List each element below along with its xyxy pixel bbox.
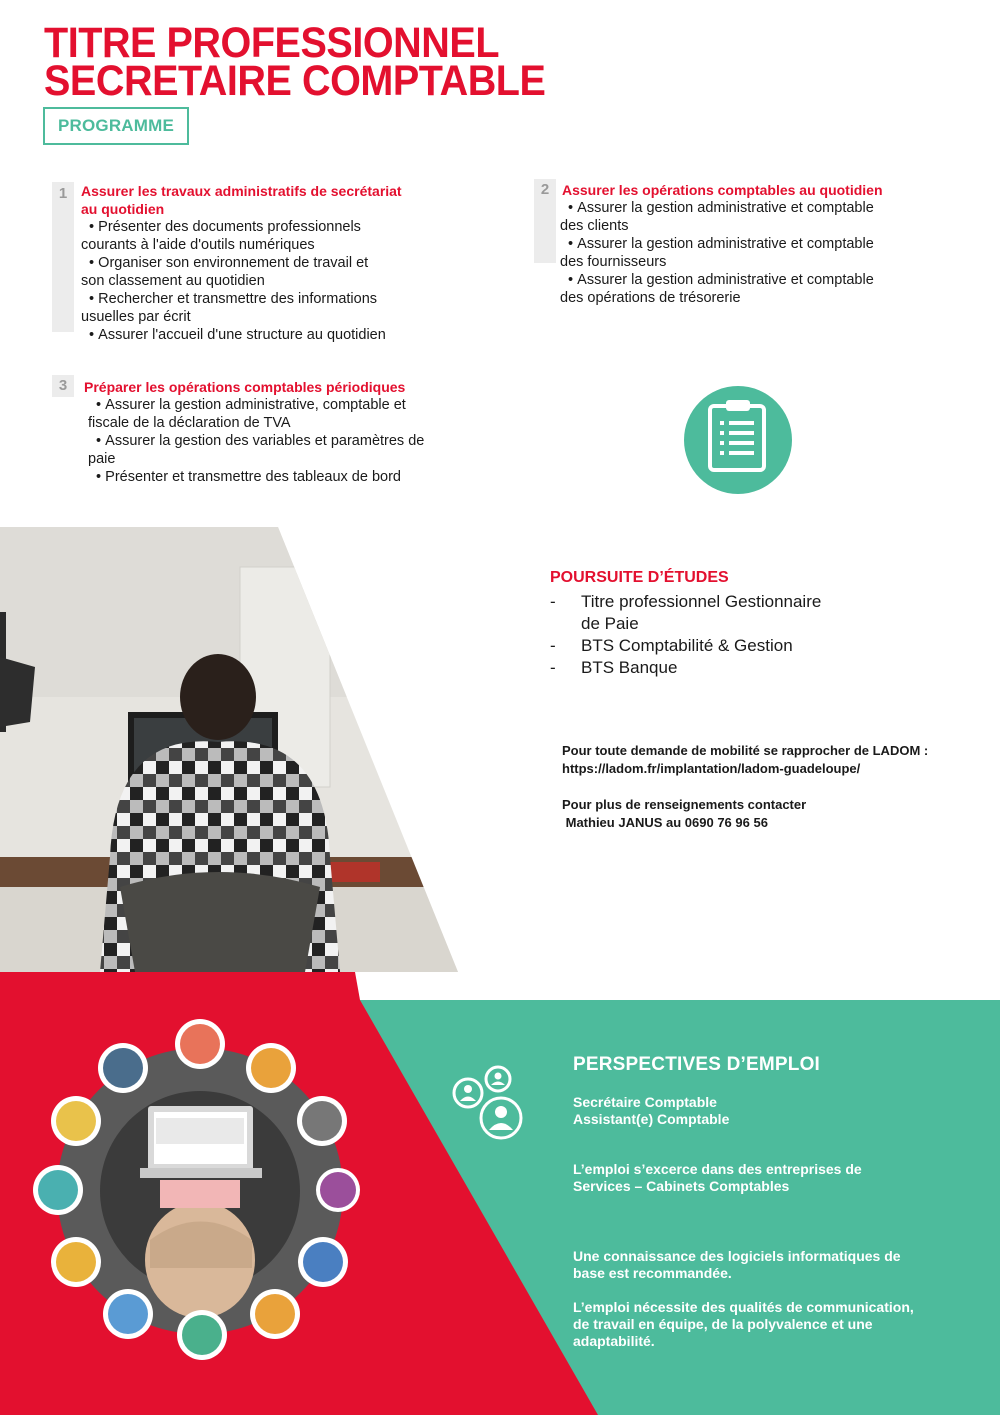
program-item: • Organiser son environnement de travail et son classement au quotidien (81, 254, 461, 290)
program-item: • Assurer la gestion administrative, comptable et fiscale de la déclaration de TVA (84, 396, 474, 432)
program-number-bar-1 (52, 182, 74, 332)
program-item: • Assurer la gestion des variables et paramètres de paie (84, 432, 474, 468)
ladom-link[interactable]: https://ladom.fr/implantation/ladom-guadeloupe/ (562, 761, 861, 776)
poursuite-item: - Titre professionnel Gestionnaire de Paie (550, 591, 880, 635)
program-block-1 (81, 182, 461, 344)
program-item: • Assurer la gestion administrative et comptable des fournisseurs (560, 235, 980, 271)
poursuite-list (550, 591, 880, 679)
program-heading-1: Assurer les travaux administratifs de secrétariat au quotidien (81, 183, 402, 217)
program-block-3 (84, 378, 474, 486)
program-item: • Assurer la gestion administrative et comptable des opérations de trésorerie (560, 271, 980, 307)
program-item: • Présenter des documents professionnels courants à l'aide d'outils numériques (81, 218, 461, 254)
programme-badge: PROGRAMME (43, 107, 189, 145)
page-title-line2: SECRETAIRE COMPTABLE (44, 57, 546, 105)
mobility-contact: Pour toute demande de mobilité se rapprocher de LADOM : https://ladom.fr/implantation/ladom-guadeloupe/ (562, 742, 992, 778)
page-title (44, 19, 688, 105)
program-heading-3: Préparer les opérations comptables périodiques (84, 379, 406, 395)
perspectives-jobs: Secrétaire Comptable Assistant(e) Comptable (573, 1094, 730, 1127)
program-heading-2: Assurer les opérations comptables au quotidien (562, 182, 883, 198)
program-item: • Assurer l'accueil d'une structure au quotidien (81, 326, 461, 344)
program-item: • Présenter et transmettre des tableaux de bord (84, 468, 474, 486)
perspectives-where: L’emploi s’excerce dans des entreprises de Services – Cabinets Comptables (573, 1161, 862, 1194)
page-title-line1: TITRE PROFESSIONNEL (44, 19, 500, 67)
people-network-icon (448, 1063, 528, 1143)
program-number-3: 3 (58, 377, 68, 394)
perspectives-skills: Une connaissance des logiciels informatiques de base est recommandée. (573, 1248, 901, 1281)
program-number-2: 2 (540, 181, 550, 198)
perspectives-title: PERSPECTIVES D’EMPLOI (573, 1054, 821, 1075)
program-item: • Assurer la gestion administrative et comptable des clients (560, 199, 980, 235)
program-number-1: 1 (58, 185, 68, 202)
team-around-laptop-illustration (30, 1018, 360, 1363)
info-contact: Pour plus de renseignements contacter Mathieu JANUS au 0690 76 96 56 (562, 797, 807, 830)
program-block-2 (560, 181, 980, 307)
poursuite-item: - BTS Banque (550, 657, 880, 679)
perspectives-qualities: L’emploi nécessite des qualités de communication, de travail en équipe, de la polyvalence et une adaptabilité. (573, 1299, 914, 1349)
poursuite-title: POURSUITE D’ÉTUDES (550, 569, 729, 586)
clipboard-checklist-icon (684, 386, 792, 494)
poursuite-item: - BTS Comptabilité & Gestion (550, 635, 880, 657)
program-item: • Rechercher et transmettre des informations usuelles par écrit (81, 290, 461, 326)
office-photo (0, 527, 458, 972)
